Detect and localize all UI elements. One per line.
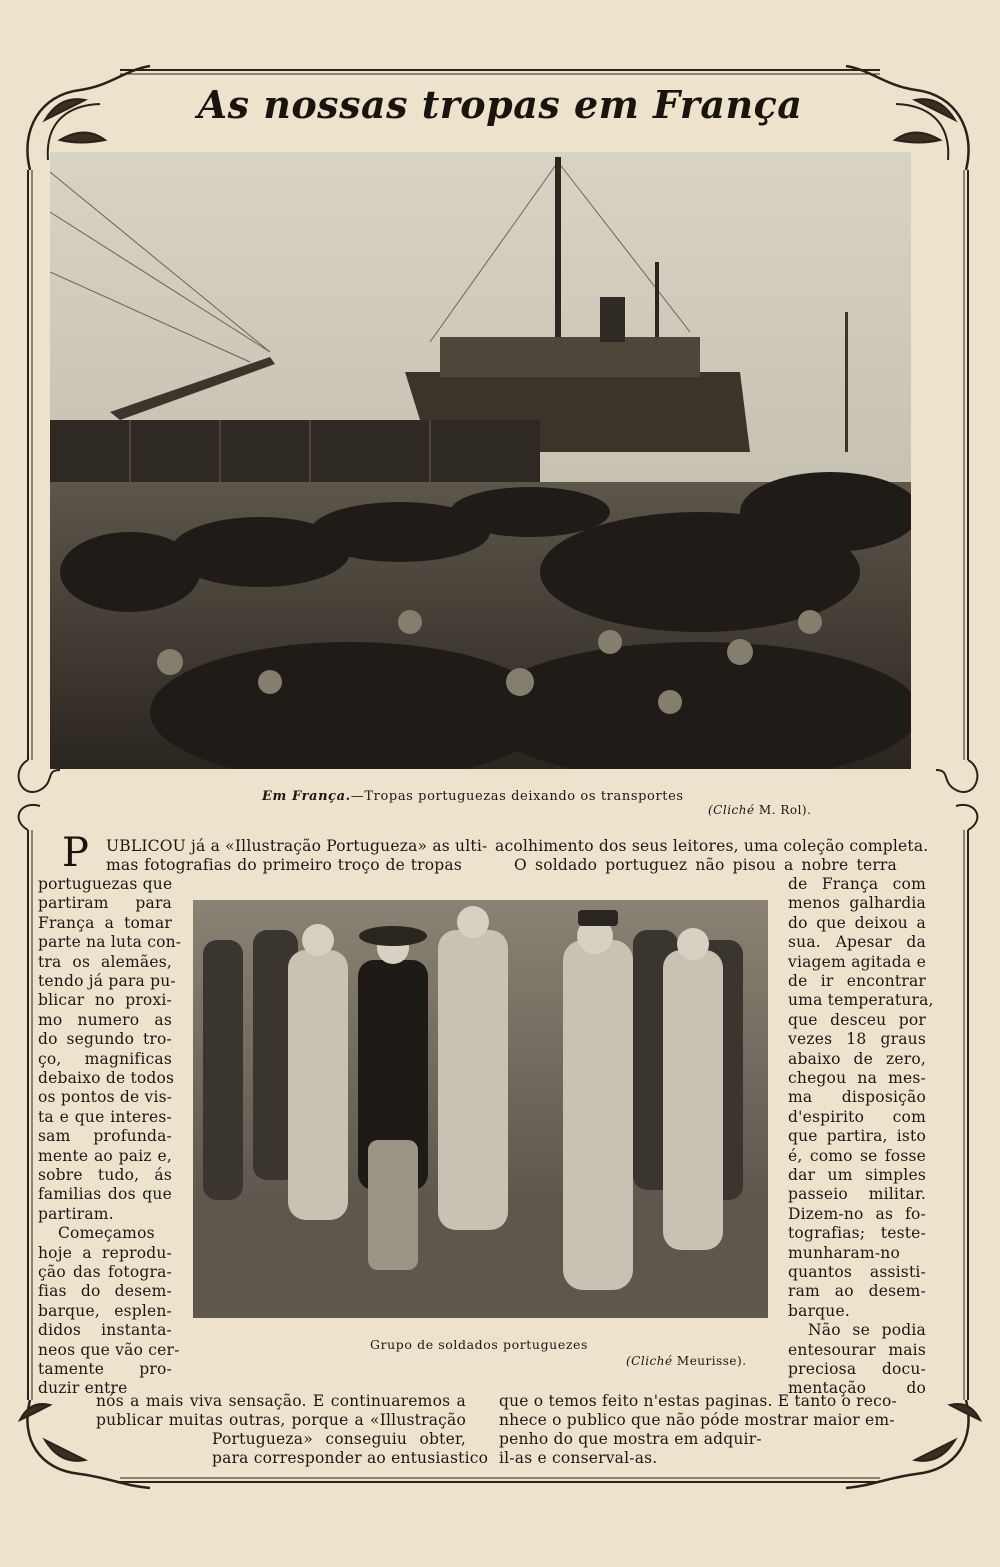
photo1-credit-name: M. Rol). (754, 803, 812, 817)
photo1-caption (262, 789, 692, 805)
text-line: ção das fotogra- (38, 1263, 172, 1281)
photo-troops-leaving-transports (50, 152, 911, 769)
text-line: dar um simples (788, 1166, 926, 1184)
text-line: do segundo tro- (38, 1030, 172, 1049)
text-line: il-as e conserval-as. (499, 1449, 658, 1467)
text-line: mas fotografias do primeiro troço de tropas (106, 856, 462, 874)
text-line: ma disposição (788, 1088, 926, 1107)
text-line: fias do desem- (38, 1282, 172, 1301)
text-line: Portugueza» conseguiu obter, (212, 1430, 466, 1448)
drop-cap: P (62, 830, 89, 876)
photo1-caption-text: —Tropas portuguezas deixando os transportes (350, 789, 684, 804)
text-line: França a tomar (38, 913, 172, 932)
photo2-credit-prefix: (Cliché (626, 1354, 673, 1368)
text-line: sua. Apesar da (788, 933, 926, 952)
photo1-credit-prefix: (Cliché (708, 803, 755, 817)
text-line: portuguezas que (38, 875, 173, 893)
text-line: barque, esplen- (38, 1301, 172, 1320)
text-line: uma temperatura, (788, 991, 934, 1010)
text-line: Dizem-no as fo- (788, 1204, 926, 1223)
text-line: sobre tudo, ás (38, 1166, 172, 1184)
text-line: Não se podia (808, 1321, 926, 1340)
text-line: munharam-no (788, 1243, 900, 1262)
text-line: para corresponder ao entusiastico (212, 1449, 489, 1467)
text-line: penho do que mostra em adquir- (499, 1430, 762, 1448)
text-line: tamente pro- (38, 1360, 172, 1378)
text-line: sam profunda- (38, 1127, 172, 1146)
text-line: acolhimento dos seus leitores, uma coleção completa. (495, 837, 929, 855)
text-line: mente ao paiz e, (38, 1146, 172, 1165)
text-line: debaixo de todos (38, 1069, 175, 1087)
text-line: chegou na mes- (788, 1069, 926, 1087)
text-line: blicar no proxi- (38, 991, 172, 1010)
page-title: As nossas tropas em França (197, 82, 803, 127)
photo1-caption-lead: Em França. (262, 789, 351, 804)
text-line: entesourar mais (788, 1340, 926, 1359)
photo2-caption: Grupo de soldados portuguezes (370, 1337, 589, 1352)
text-line: de França com (788, 875, 926, 893)
text-line: nhece o publico que não póde mostrar maior em- (499, 1411, 895, 1429)
text-line: que o temos feito n'estas paginas. E tanto o reco- (499, 1392, 897, 1410)
text-line: ço, magnificas (38, 1049, 172, 1068)
text-line: tra os alemães, (38, 952, 172, 971)
text-line: os pontos de vis- (38, 1088, 173, 1107)
text-line: que partira, isto (788, 1127, 926, 1146)
photo2-credit (626, 1354, 747, 1369)
text-line: familias dos que (38, 1185, 172, 1204)
text-line: nós a mais viva sensação. E continuaremos a (96, 1392, 466, 1410)
text-line: mo numero as (38, 1010, 172, 1029)
text-line: ta e que interes- (38, 1107, 172, 1126)
text-line: duzir entre (38, 1379, 128, 1398)
text-line: passeio militar. (788, 1185, 926, 1204)
text-line: é, como se fosse (788, 1146, 926, 1165)
text-line: ram ao desem- (788, 1282, 926, 1301)
photo2-credit-name: Meurisse). (672, 1354, 747, 1368)
text-line: partiram. (38, 1204, 114, 1223)
text-line: abaixo de zero, (788, 1049, 926, 1068)
text-line: partiram para (38, 894, 172, 913)
text-line: tografias; teste- (788, 1224, 926, 1243)
text-line: mentação do (788, 1379, 926, 1398)
text-line: parte na luta con- (38, 933, 182, 952)
text-line: tendo já para pu- (38, 972, 176, 990)
text-line: hoje a reprodu- (38, 1243, 172, 1262)
text-line: quantos assisti- (788, 1263, 926, 1281)
text-line: O soldado portuguez não pisou a nobre terra (514, 856, 897, 874)
text-line: preciosa docu- (788, 1360, 926, 1378)
text-line: barque. (788, 1301, 850, 1320)
text-line: do que deixou a (788, 913, 926, 932)
text-line: vezes 18 graus (788, 1030, 926, 1049)
text-line: UBLICOU já a «Illustração Portugueza» as ulti- (106, 837, 488, 855)
text-line: Começamos (58, 1224, 155, 1243)
photo-group-of-soldiers (193, 900, 768, 1318)
photo1-credit (708, 803, 811, 818)
text-line: didos instanta- (38, 1321, 172, 1340)
text-line: que desceu por (788, 1010, 926, 1029)
text-line: de ir encontrar (788, 972, 926, 990)
text-line: menos galhardia (788, 894, 926, 913)
text-line: publicar muitas outras, porque a «Illustração (96, 1411, 466, 1429)
text-line: neos que vão cer- (38, 1340, 180, 1359)
text-line: viagem agitada e (788, 952, 926, 971)
text-line: d'espirito com (788, 1107, 926, 1126)
